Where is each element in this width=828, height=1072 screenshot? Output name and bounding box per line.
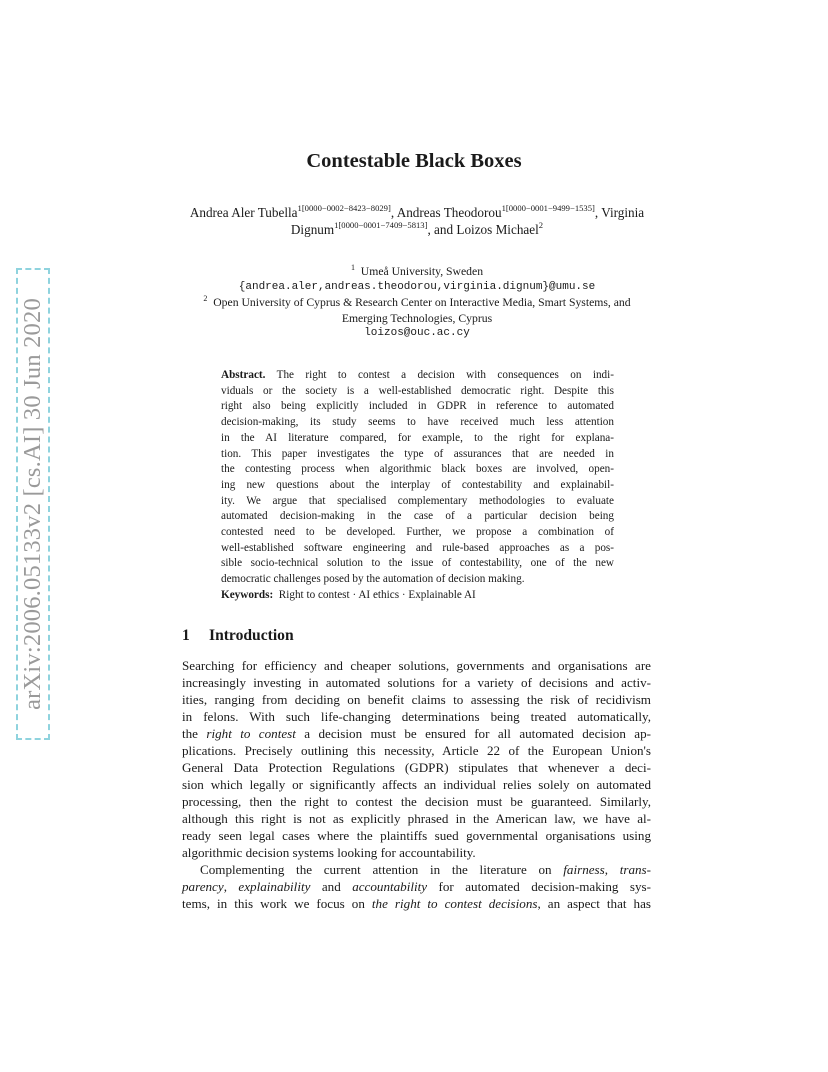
affiliation-1 — [180, 264, 654, 280]
abstract-line: contested need to be developed. Further, we propose a combination of — [221, 526, 614, 539]
section-heading — [182, 627, 294, 645]
arxiv-stamp — [16, 268, 50, 740]
body-text: , an aspect that has — [537, 896, 651, 911]
body-line: ities, ranging from deciding on benefit claims to assessing the risk of recidivism — [182, 692, 651, 707]
body-line: algorithmic decision systems looking for accountability. — [182, 845, 476, 860]
section-number: 1 — [182, 627, 190, 644]
affiliation-text: Open University of Cyprus & Research Center on Interactive Media, Smart Systems, and Emerging Technologies, Cyprus — [213, 296, 631, 325]
author-affiliation-mark: 2 — [538, 219, 544, 230]
paragraph — [182, 657, 651, 861]
arxiv-stamp-text: arXiv:2006.05133v2 [cs.AI] 30 Jun 2020 — [19, 298, 46, 710]
keywords-label: Keywords: — [221, 589, 274, 601]
section-body — [182, 657, 651, 912]
body-line — [182, 861, 651, 878]
author-name: , Virginia Dignum — [290, 205, 645, 237]
body-text: a decision must be ensured for all automated decision ap- — [295, 726, 651, 741]
body-text: for automated decision-making sys- — [427, 879, 652, 894]
keywords — [221, 589, 614, 601]
abstract — [221, 368, 614, 588]
body-line: although this right is not as explicitly phrased in the American law, we have al- — [182, 811, 651, 826]
body-text: and — [310, 879, 353, 894]
abstract-line: in the AI literature compared, for example, to the right for explana- — [221, 431, 614, 444]
section-title: Introduction — [209, 627, 294, 644]
keywords-text: Right to contest · AI ethics · Explainable AI — [278, 589, 476, 601]
affiliation-number: 1 — [350, 263, 355, 273]
emphasis: explainability — [238, 879, 311, 894]
body-line — [182, 895, 651, 912]
author-name: Andrea Aler Tubella — [189, 205, 298, 220]
body-line: increasingly investing in automated solutions for a variety of decisions and activ- — [182, 675, 651, 690]
author-affiliation-mark: 1[0000−0001−9499−1535] — [501, 202, 595, 213]
body-line: ready seen legal cases where the plaintiffs sued governmental organisations using — [182, 828, 651, 843]
abstract-line: sible socio-technical solution to the issue of contestability, one of the new — [221, 557, 614, 570]
affiliation-2-email: loizos@ouc.ac.cy — [364, 327, 470, 339]
author-affiliation-mark: 1[0000−0002−8423−8029] — [297, 202, 391, 213]
abstract-line: ing new questions about the interplay of contestability and explainabil- — [221, 478, 614, 491]
body-line: plications. Precisely outlining this necessity, Article 22 of the European Union's — [182, 743, 651, 758]
paragraph — [182, 861, 651, 912]
body-text: , — [223, 879, 239, 894]
affiliation-text: Umeå University, Sweden — [360, 265, 484, 278]
author-name: , Andreas Theodorou — [390, 205, 502, 220]
abstract-line: viduals or the society is a well-established democratic right. Despite this — [221, 384, 614, 397]
body-line — [182, 725, 651, 742]
abstract-line: tion. This paper investigates the type of assurances that are needed in — [221, 447, 614, 460]
emphasis: parency — [182, 879, 224, 894]
body-line: processing, then the right to contest the decision must be guaranteed. Similarly, — [182, 794, 651, 809]
abstract-line: automated decision-making in the case of a particular decision being — [221, 510, 614, 523]
emphasis: right to contest — [206, 726, 296, 741]
paper-title: Contestable Black Boxes — [306, 150, 522, 172]
abstract-line: democratic challenges posed by the automation of decision making. — [221, 573, 525, 586]
body-line: in felons. With such life-changing determinations being treated automatically, — [182, 709, 651, 724]
abstract-line: ity. We argue that specialised complementary methodologies to evaluate — [221, 494, 614, 507]
author-name: , and Loizos Michael — [427, 222, 539, 237]
author-affiliation-mark: 1[0000−0001−7409−5813] — [334, 219, 428, 230]
abstract-line: The right to contest a decision with consequences on indi- — [276, 369, 614, 381]
affiliation-2 — [180, 295, 654, 326]
body-line — [182, 878, 651, 895]
affiliation-1-email: {andrea.aler,andreas.theodorou,virginia.dignum}@umu.se — [238, 280, 596, 293]
author-list — [180, 204, 654, 238]
body-line: General Data Protection Regulations (GDPR) stipulates that whenever a deci- — [182, 760, 651, 775]
body-line: Searching for efficiency and cheaper solutions, governments and organisations are — [182, 658, 651, 673]
emphasis: trans- — [619, 862, 652, 877]
abstract-line: the contesting process when algorithmic black boxes are involved, open- — [221, 463, 614, 476]
abstract-line: well-established software engineering and rule-based approaches as a pos- — [221, 541, 614, 554]
abstract-line: right also being explicitly included in GDPR in reference to automated — [221, 400, 614, 413]
emphasis: the right to contest decisions — [371, 896, 538, 911]
body-text: the — [182, 726, 207, 741]
affiliations — [180, 264, 654, 342]
body-text: , — [604, 862, 620, 877]
abstract-label: Abstract. — [221, 369, 266, 381]
affiliation-number: 2 — [203, 294, 208, 304]
abstract-line: decision-making, its study seems to have received much less attention — [221, 416, 614, 429]
body-text: Complementing the current attention in the literature on — [200, 862, 564, 877]
body-text: tems, in this work we focus on — [182, 896, 372, 911]
body-line: sion which legally or significantly affects an individual relies solely on automated — [182, 777, 651, 792]
emphasis: accountability — [352, 879, 428, 894]
emphasis: fairness — [563, 862, 605, 877]
